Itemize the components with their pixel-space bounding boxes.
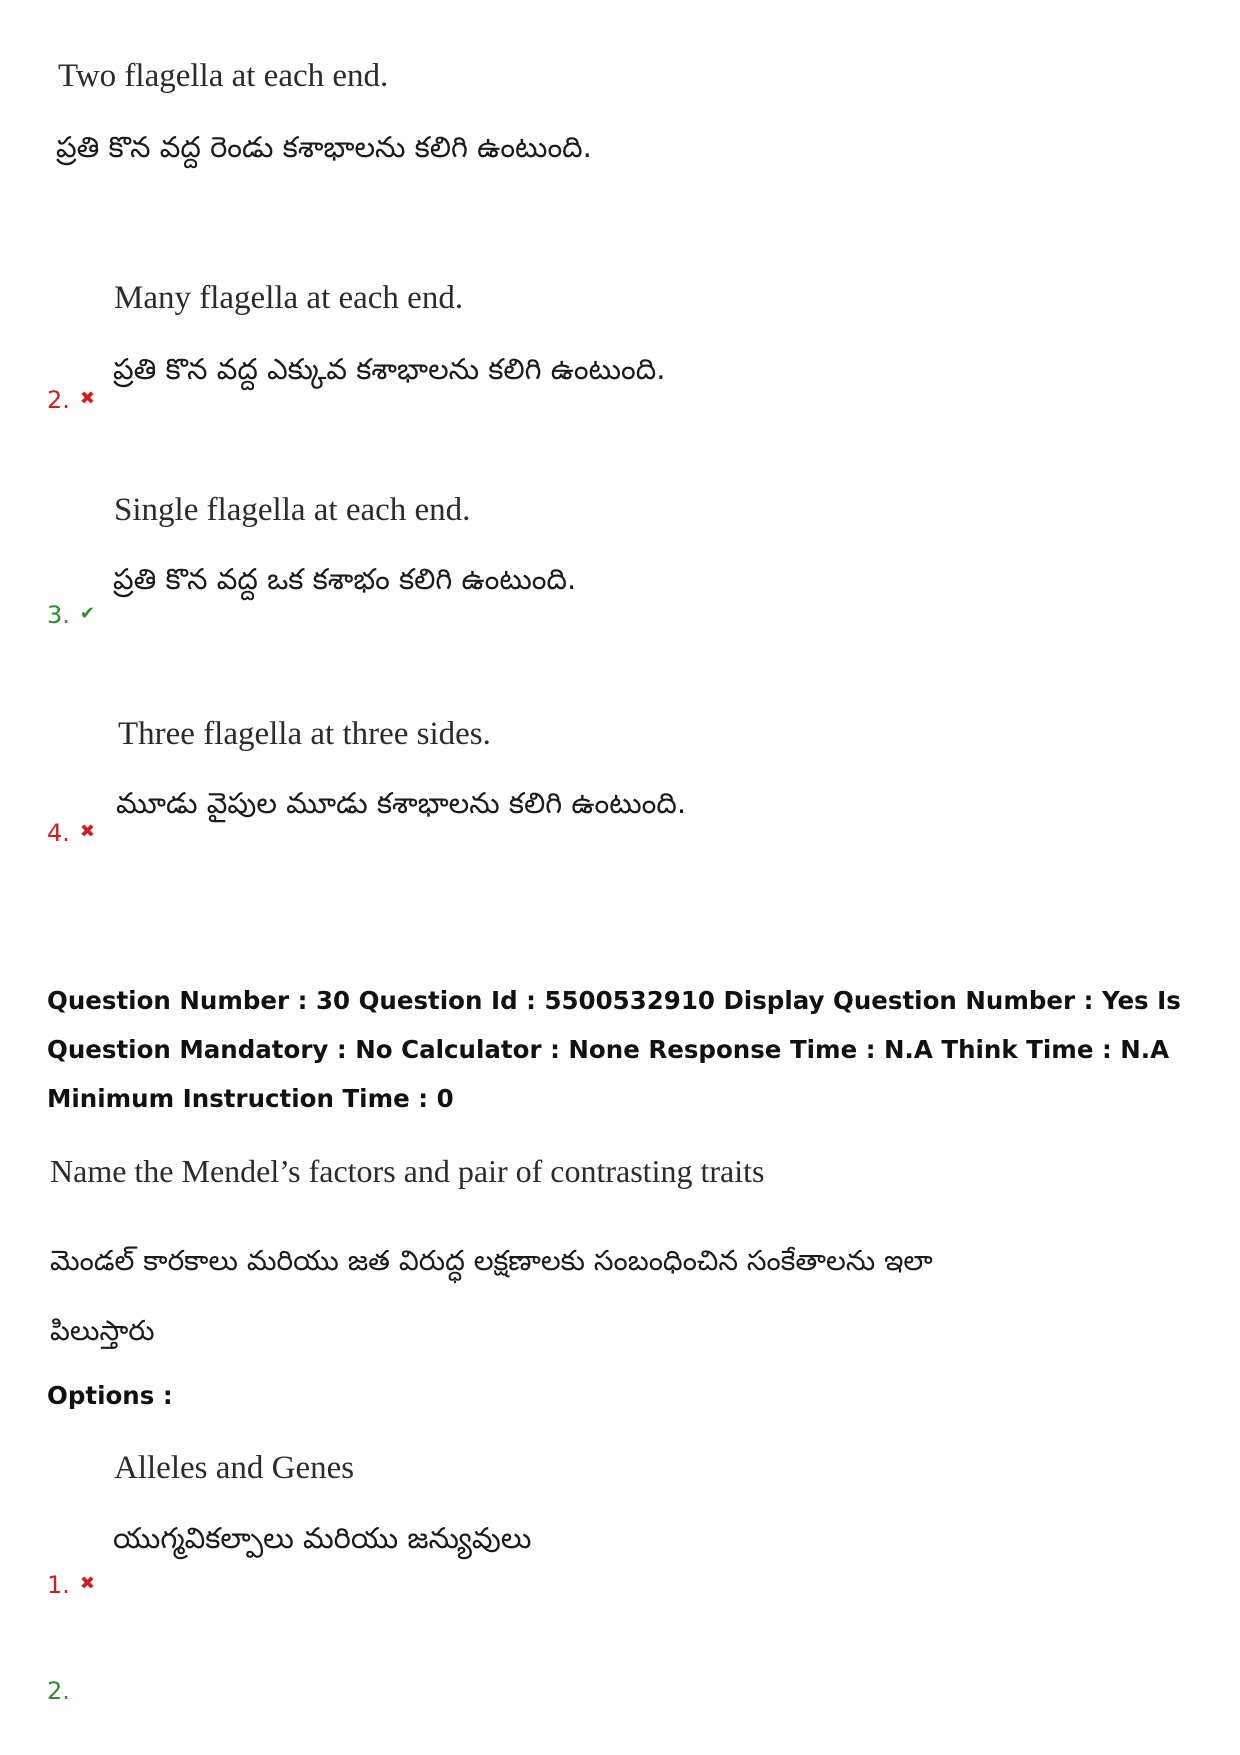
prev-option3-english: Single flagella at each end. [114,492,471,528]
prev-option4-number [47,819,95,847]
wrong-mark-icon: ✖ [79,821,95,842]
option-number: 2. [47,1677,70,1705]
prev-option4-telugu: మూడు వైపుల మూడు కశాభాలను కలిగి ఉంటుంది. [116,786,687,820]
question-option1-english: Alleles and Genes [114,1450,355,1486]
prev-option2-number [47,386,95,414]
wrong-mark-icon: ✖ [79,1573,95,1594]
check-mark-icon: ✔ [79,603,95,624]
prev-option1-telugu: ప్రతి కొన వద్ద రెండు కశాభాలను కలిగి ఉంటుంది. [56,130,592,164]
prev-option2-english: Many flagella at each end. [114,280,464,316]
question-telugu-line2: పిలుస్తారు [50,1314,155,1347]
prev-option3-number [47,601,95,629]
question-english-text: Name the Mendel’s factors and pair of contrasting traits [50,1153,765,1189]
question-option2-number [47,1677,70,1705]
prev-option1-english: Two flagella at each end. [58,58,389,94]
option-number: 4. [47,819,70,847]
question-telugu-line1: మెండల్ కారకాలు మరియు జత విరుద్ధ లక్షణాలకు సంబంధించిన సంకేతాలను ఇలా [50,1244,933,1277]
option-number: 1. [47,1571,70,1599]
option-number: 2. [47,386,70,414]
options-label: Options : [47,1381,173,1410]
question-metadata: Question Number : 30 Question Id : 5500532910 Display Question Number : Yes Is Question Mandatory : No Calculator : None Response Time : N.A Think Time : N.A Minimum Instruction Time : 0 [47,986,1181,1113]
option-number: 3. [47,601,70,629]
question-option1-number [47,1571,95,1599]
wrong-mark-icon: ✖ [79,388,95,409]
question-option1-telugu: యుగ్మవికల్పాలు మరియు జన్యువులు [113,1521,532,1555]
prev-option3-telugu: ప్రతి కొన వద్ద ఒక కశాభం కలిగి ఉంటుంది. [113,562,577,596]
prev-option2-telugu: ప్రతి కొన వద్ద ఎక్కువ కశాభాలను కలిగి ఉంటుంది. [113,352,666,386]
prev-option4-english: Three flagella at three sides. [118,716,491,752]
